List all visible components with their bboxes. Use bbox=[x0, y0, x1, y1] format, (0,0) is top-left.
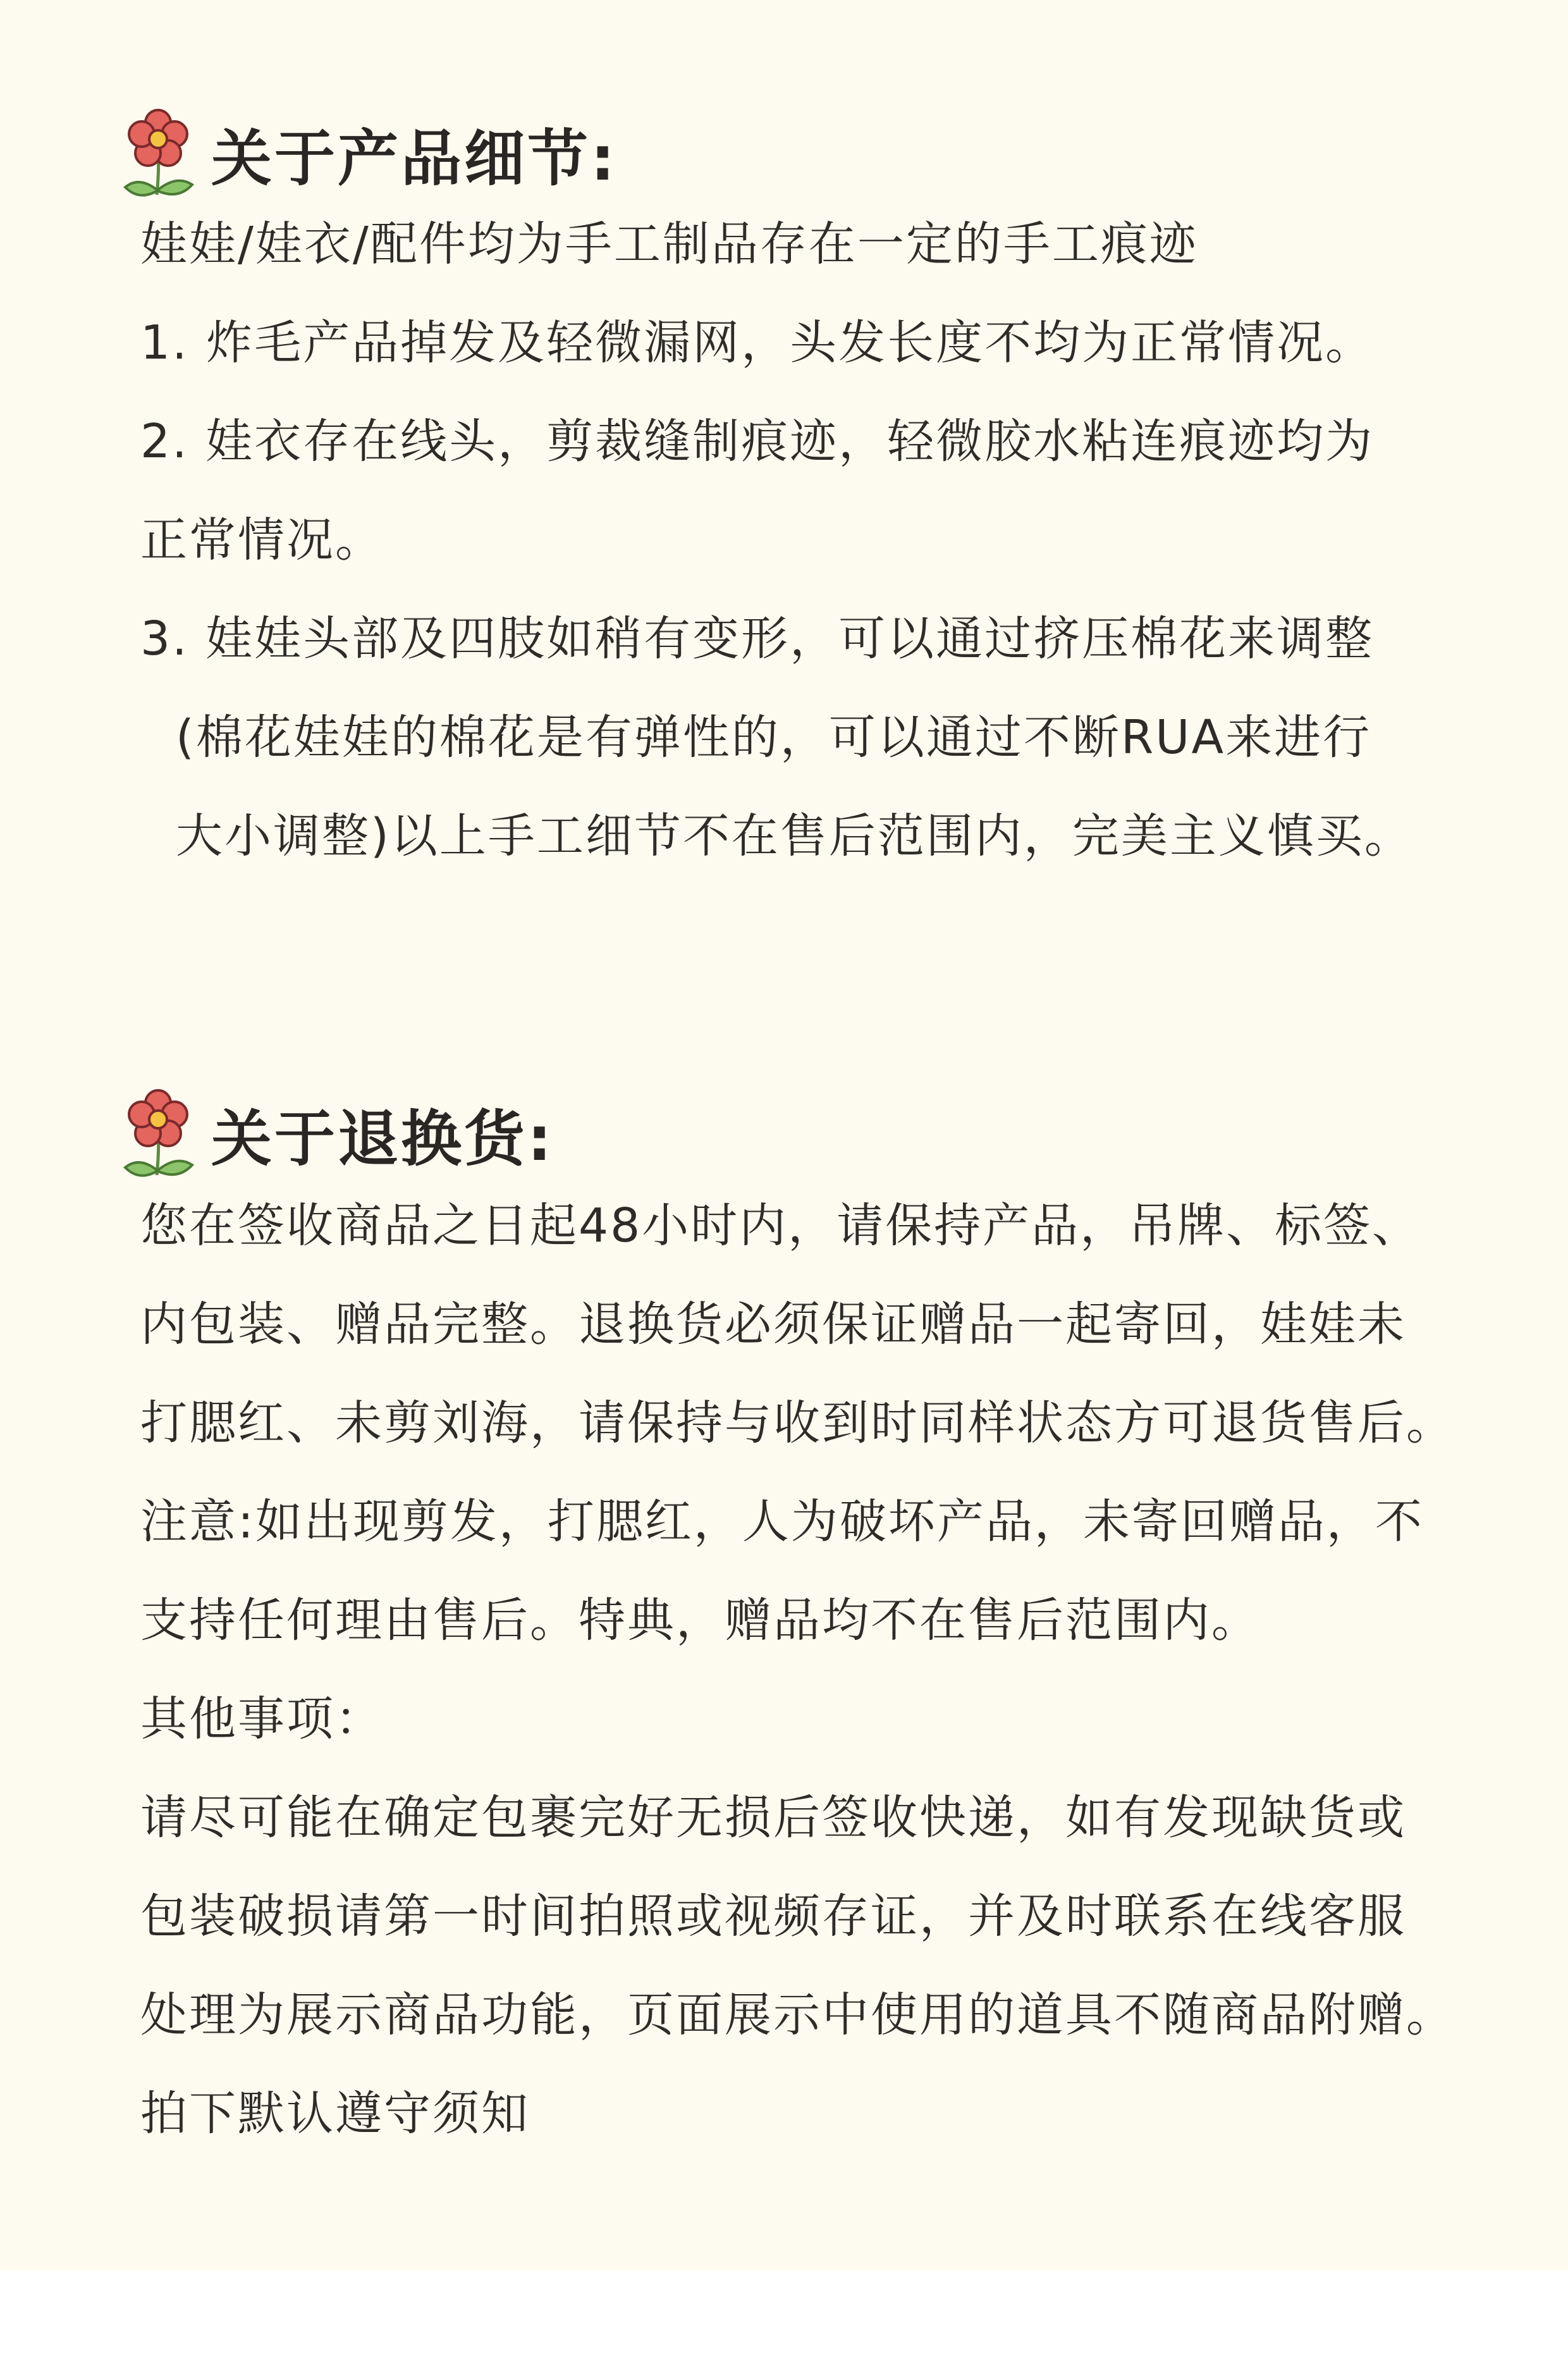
section-heading-returns bbox=[120, 1087, 554, 1181]
text-line: 其他事项： bbox=[140, 1692, 384, 1746]
returns-text bbox=[140, 1176, 1455, 2163]
text-line: 1. 炸毛产品掉发及轻微漏网，头发长度不均为正常情况。 bbox=[140, 316, 1375, 370]
text-line: 请尽可能在确定包裹完好无损后签收快递，如有发现缺货或 bbox=[140, 1790, 1406, 1845]
section-heading-product-details bbox=[120, 106, 617, 201]
section-title: 关于退换货: bbox=[211, 1103, 554, 1174]
flower-icon bbox=[120, 106, 196, 201]
text-line: 内包装、赠品完整。退换货必须保证赠品一起寄回，娃娃未 bbox=[140, 1297, 1406, 1352]
section-title: 关于产品细节: bbox=[211, 123, 618, 194]
text-line: 注意:如出现剪发，打腮红，人为破坏产品，未寄回赠品，不 bbox=[140, 1494, 1424, 1549]
text-line: 包装破损请第一时间拍照或视频存证，并及时联系在线客服 bbox=[140, 1889, 1406, 1944]
text-line: 娃娃/娃衣/配件均为手工制品存在一定的手工痕迹 bbox=[140, 217, 1198, 271]
text-line: 您在签收商品之日起48小时内，请保持产品，吊牌、标签、 bbox=[140, 1198, 1421, 1253]
text-line: 支持任何理由售后。特典，赠品均不在售后范围内。 bbox=[140, 1593, 1260, 1648]
text-line: 拍下默认遵守须知 bbox=[140, 2086, 530, 2141]
flower-icon bbox=[120, 1087, 196, 1181]
text-line: 正常情况。 bbox=[140, 513, 384, 567]
product-details-text bbox=[140, 195, 1413, 885]
bottom-blank-area bbox=[0, 2270, 1568, 2378]
text-line: 打腮红、未剪刘海，请保持与收到时同样状态方可退货售后。 bbox=[140, 1396, 1455, 1450]
text-line: 大小调整)以上手工细节不在售后范围内，完美主义慎买。 bbox=[176, 809, 1413, 863]
text-line: 处理为展示商品功能，页面展示中使用的道具不随商品附赠。 bbox=[140, 1988, 1455, 2042]
text-line: 3. 娃娃头部及四肢如稍有变形，可以通过挤压棉花来调整 bbox=[140, 612, 1375, 666]
text-line: (棉花娃娃的棉花是有弹性的，可以通过不断RUA来进行 bbox=[176, 710, 1372, 765]
text-line: 2. 娃衣存在线头，剪裁缝制痕迹，轻微胶水粘连痕迹均为 bbox=[140, 414, 1375, 469]
